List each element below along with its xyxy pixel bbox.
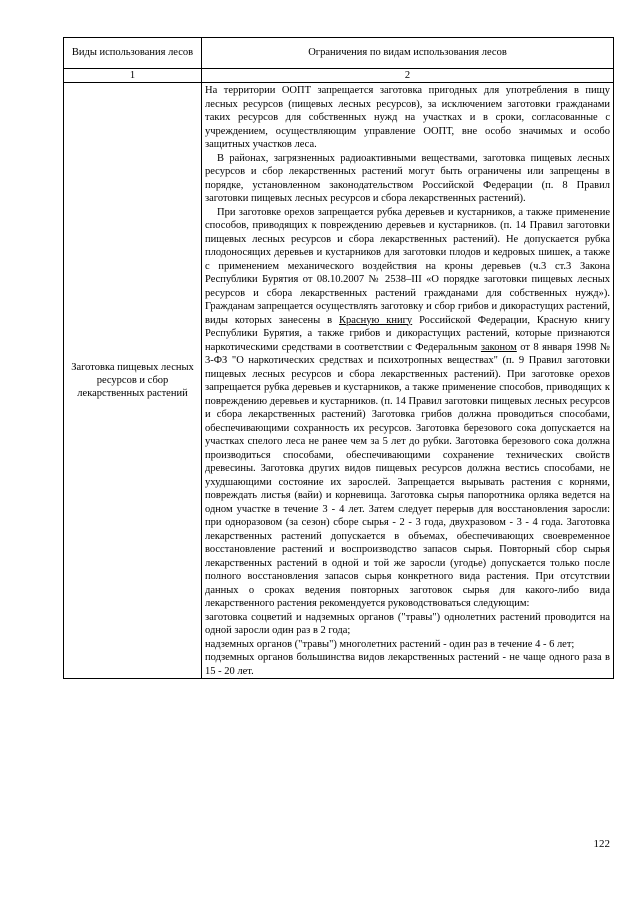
table-header-row <box>64 38 614 69</box>
red-book-link[interactable]: Красную книгу <box>339 314 413 326</box>
page-number: 122 <box>593 838 610 850</box>
column-number-row <box>64 69 614 83</box>
paragraph-text: Российской Федерации, Красную книгу Республики Бурятия, а также грибов и дикорастущих растений, которые признаются наркотическими средствами в соответствии с Федеральным <box>205 314 610 353</box>
column-number-2: 2 <box>202 69 614 83</box>
paragraph-text: от 8 января 1998 № 3-ФЗ "О наркотических средствах и психотропных веществах" (п. 9 Правил заготовки пищевых лесных ресурсов и сбора лекарственных растений). При заготовке орехов запрещается рубка деревьев и кустарников, а также применение способов, приводящих к повреждению деревьев и кустарников. (п. 14 Правил заготовки пищевых лесных ресурсов и сбора лекарственных растений) Заготовка грибов должна проводиться способами, обеспечивающими сохранность их ресурсов. Заготовка березового сока допускается на участках спелого леса не ранее чем за 5 лет до рубки. Заготовка березового сока должна производиться способами, обеспечивающими сохранение технических свойств древесины. Заготовка других видов пищевых ресурсов должна вестись способами, не ухудшающими состояние их зарослей. Запрещается вырывать растения с корнями, повреждать листья (вайи) и корневища. Заготовка сырья папоротника орляка ведется на одном участке в течение 3 - 4 лет. Затем следует перерыв для восстановления заросли: при одноразовом (за сезон) сборе сырья - 2 - 3 года, двухразовом - 3 - 4 года. Заготовка лекарственных растений допускается в объемах, обеспечивающих своевременное восстановление растений и воспроизводство запасов сырья. Повторный сбор сырья лекарственных растений в одной и той же заросли (угодье) допускается только после полного восстановления запасов сырья конкретного вида растения. При отсутствии данных о сроках ведения повторных заготовок сырья для какого-либо вида лекарственного растения рекомендуется руководствоваться следующим: <box>205 341 611 609</box>
paragraph-text: При заготовке орехов запрещается рубка деревьев и кустарников, а также применение способов, приводящих к повреждению деревьев и кустарников. (п. 14 Правил заготовки пищевых лесных ресурсов и сбора лекарственных растений). Не допускается рубка плодоносящих деревьев и кустарников для заготовки плодов и кедровых шишек, а также с применением механического воздействия на кроны деревьев (ч.3 ст.3 Закона Республики Бурятия от 08.10.2007 № 2538–III «О порядке заготовки пищевых лесных ресурсов и сбора лекарственных растений гражданами для собственных нужд»). Гражданам запрещается осуществлять заготовку и сбор грибов и дикорастущих растений, виды которых занесены в <box>205 206 610 326</box>
header-forest-use-types: Виды использования лесов <box>64 38 202 69</box>
list-item: заготовка соцветий и надземных органов ("травы") однолетних растений проводится на одной заросли один раз в 2 года; <box>205 611 610 636</box>
restrictions-text-cell <box>202 83 614 679</box>
federal-law-link[interactable]: законом <box>480 341 517 353</box>
paragraph-radioactive: В районах, загрязненных радиоактивными веществами, заготовка пищевых лесных ресурсов и сбор лекарственных растений могут быть ограничены или запрещены в порядке, установленном законодательством Российской Федерации (п. 8 Правил заготовки пищевых лесных ресурсов и сбора лекарственных растений). <box>205 152 610 204</box>
header-restrictions: Ограничения по видам использования лесов <box>202 38 614 69</box>
use-type-cell: Заготовка пищевых лесных ресурсов и сбор лекарственных растений <box>64 83 202 679</box>
column-number-1: 1 <box>64 69 202 83</box>
paragraph-oopt: На территории ООПТ запрещается заготовка пригодных для употребления в пищу лесных ресурсов (пищевых лесных ресурсов), за исключением заготовки гражданами таких ресурсов для собственных нужд на участках и в сроки, согласованные с учреждением, осуществляющим управление ООПТ, вне особо значимых и особо защитных участков леса. <box>205 85 610 150</box>
paragraph-nuts-and-gathering <box>205 206 610 611</box>
table-row <box>64 83 614 679</box>
list-item: надземных органов ("травы") многолетних растений - один раз в течение 4 - 6 лет; <box>205 638 575 650</box>
list-item: подземных органов большинства видов лекарственных растений - не чаще одного раза в 15 - 20 лет. <box>205 652 610 677</box>
restrictions-table <box>63 37 614 679</box>
